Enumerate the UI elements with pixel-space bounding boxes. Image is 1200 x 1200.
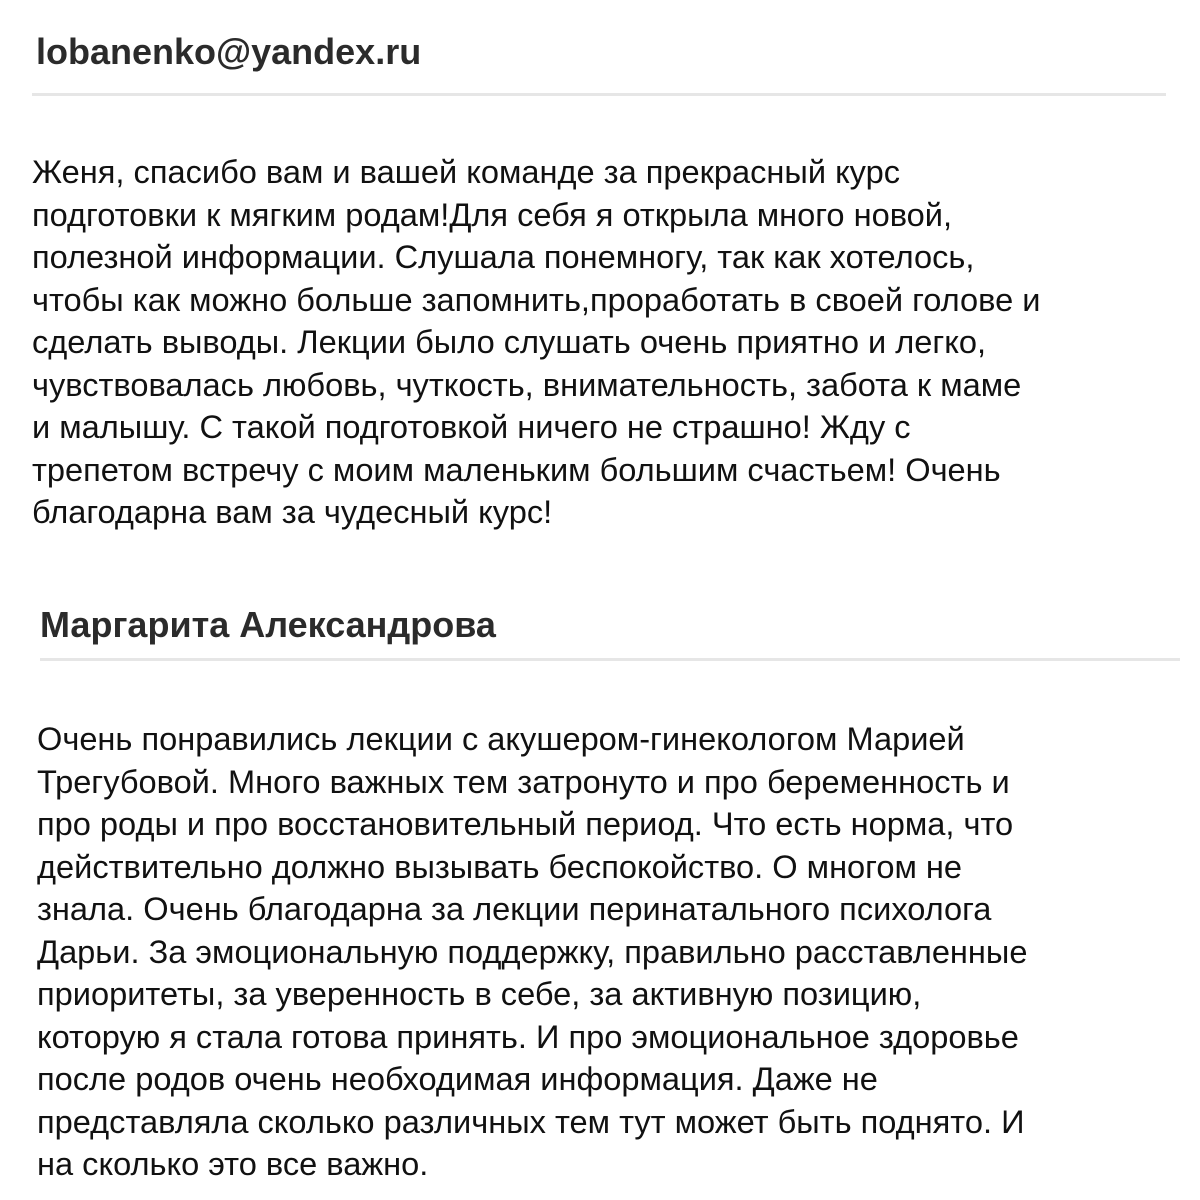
review-text-line: приоритеты, за уверенность в себе, за активную позицию, <box>37 975 922 1012</box>
review-text <box>32 151 1182 534</box>
review-text-line: сделать выводы. Лекции было слушать очень приятно и легко, <box>32 323 987 360</box>
review-text-line: и малышу. С такой подготовкой ничего не страшно! Жду с <box>32 408 911 445</box>
review-text-line: про роды и про восстановительный период. Что есть норма, что <box>37 805 1014 842</box>
review-text-line: на сколько это все важно. <box>37 1145 429 1182</box>
review-text-line: полезной информации. Слушала понемногу, так как хотелось, <box>32 238 975 275</box>
review-text-line: чтобы как можно больше запомнить,проработать в своей голове и <box>32 280 1041 318</box>
review-text-line: Трегубовой. Много важных тем затронуто и про беременность и <box>37 762 1010 800</box>
review-divider <box>32 93 1166 96</box>
review-text-line: Женя, спасибо вам и вашей команде за прекрасный курс <box>32 153 901 190</box>
review-text <box>37 718 1187 1186</box>
review-text-line: после родов очень необходимая информация. Даже не <box>37 1060 878 1097</box>
review-text-line: Дарьи. За эмоциональную поддержку, правильно расставленные <box>37 932 1028 970</box>
review-text-line: чувствовалась любовь, чуткость, внимательность, забота к маме <box>32 365 1022 403</box>
review-text-line: представляла сколько различных тем тут может быть поднято. И <box>37 1102 1025 1140</box>
review-divider <box>40 658 1180 661</box>
review-author: Маргарита Александрова <box>40 604 496 645</box>
review-author: lobanenko@yandex.ru <box>36 31 422 72</box>
review-text-line: Очень понравились лекции с акушером-гинекологом Марией <box>37 720 965 757</box>
review-text-line: знала. Очень благодарна за лекции перинатального психолога <box>37 890 992 927</box>
review-text-line: которую я стала готова принять. И про эмоциональное здоровье <box>37 1017 1019 1055</box>
review-text-line: подготовки к мягким родам!Для себя я открыла много новой, <box>32 195 953 233</box>
review-text-line: благодарна вам за чудесный курс! <box>32 493 553 530</box>
review-text-line: трепетом встречу с моим маленьким большим счастьем! Очень <box>32 450 1001 488</box>
review-text-line: действительно должно вызывать беспокойство. О многом не <box>37 847 963 885</box>
